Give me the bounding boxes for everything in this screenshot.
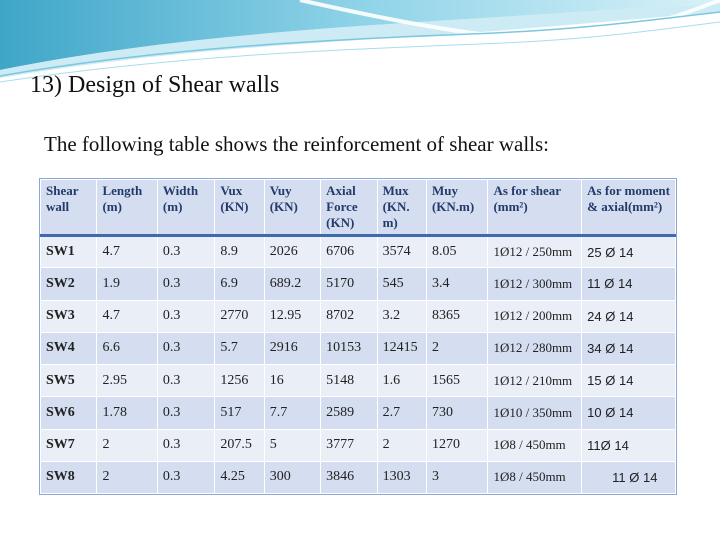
cell-vuy: 12.95	[264, 300, 320, 332]
table-row	[41, 429, 676, 461]
cell-vux: 207.5	[215, 429, 264, 461]
cell-mux: 3.2	[377, 300, 426, 332]
cell-vux: 517	[215, 397, 264, 429]
cell-vux: 4.25	[215, 461, 264, 493]
cell-length: 4.7	[97, 236, 157, 268]
header-muy: Muy (KN.m)	[426, 180, 487, 236]
cell-muy: 3.4	[426, 268, 487, 300]
cell-width: 0.3	[157, 236, 214, 268]
cell-axial-force: 10153	[321, 332, 377, 364]
cell-length: 1.78	[97, 397, 157, 429]
cell-muy: 730	[426, 397, 487, 429]
cell-as-shear: 1Ø12 / 210mm	[488, 365, 582, 397]
header-mux: Mux (KN. m)	[377, 180, 426, 236]
cell-muy: 1565	[426, 365, 487, 397]
cell-length: 1.9	[97, 268, 157, 300]
table-row	[41, 300, 676, 332]
cell-muy: 3	[426, 461, 487, 493]
cell-width: 0.3	[157, 461, 214, 493]
cell-muy: 1270	[426, 429, 487, 461]
cell-mux: 545	[377, 268, 426, 300]
cell-vux: 1256	[215, 365, 264, 397]
cell-vuy: 16	[264, 365, 320, 397]
header-vuy: Vuy (KN)	[264, 180, 320, 236]
cell-vux: 5.7	[215, 332, 264, 364]
cell-mux: 3574	[377, 236, 426, 268]
table-row	[41, 365, 676, 397]
cell-as-shear: 1Ø12 / 300mm	[488, 268, 582, 300]
cell-shear-wall: SW1	[41, 236, 97, 268]
cell-as-moment-axial: 11 Ø 14	[582, 268, 676, 300]
header-as-shear: As for shear (mm²)	[488, 180, 582, 236]
cell-vuy: 300	[264, 461, 320, 493]
cell-axial-force: 3846	[321, 461, 377, 493]
cell-width: 0.3	[157, 332, 214, 364]
table-row	[41, 332, 676, 364]
header-vux: Vux (KN)	[215, 180, 264, 236]
cell-as-moment-axial: 24 Ø 14	[582, 300, 676, 332]
cell-as-shear: 1Ø12 / 200mm	[488, 300, 582, 332]
cell-muy: 8.05	[426, 236, 487, 268]
cell-width: 0.3	[157, 397, 214, 429]
cell-vux: 8.9	[215, 236, 264, 268]
cell-width: 0.3	[157, 365, 214, 397]
cell-as-moment-axial: 15 Ø 14	[582, 365, 676, 397]
cell-mux: 1.6	[377, 365, 426, 397]
table-row	[41, 268, 676, 300]
intro-text: The following table shows the reinforcement of shear walls:	[44, 132, 550, 156]
cell-axial-force: 6706	[321, 236, 377, 268]
cell-as-shear: 1Ø8 / 450mm	[488, 461, 582, 493]
cell-shear-wall: SW7	[41, 429, 97, 461]
cell-vux: 6.9	[215, 268, 264, 300]
cell-axial-force: 8702	[321, 300, 377, 332]
header-length: Length (m)	[97, 180, 157, 236]
cell-length: 2	[97, 461, 157, 493]
cell-length: 2.95	[97, 365, 157, 397]
cell-vux: 2770	[215, 300, 264, 332]
cell-width: 0.3	[157, 268, 214, 300]
cell-vuy: 7.7	[264, 397, 320, 429]
cell-axial-force: 2589	[321, 397, 377, 429]
cell-as-shear: 1Ø12 / 280mm	[488, 332, 582, 364]
cell-shear-wall: SW3	[41, 300, 97, 332]
cell-as-moment-axial: 10 Ø 14	[582, 397, 676, 429]
cell-width: 0.3	[157, 429, 214, 461]
cell-vuy: 2026	[264, 236, 320, 268]
cell-axial-force: 5170	[321, 268, 377, 300]
cell-mux: 2.7	[377, 397, 426, 429]
cell-shear-wall: SW4	[41, 332, 97, 364]
cell-mux: 2	[377, 429, 426, 461]
cell-shear-wall: SW8	[41, 461, 97, 493]
cell-shear-wall: SW2	[41, 268, 97, 300]
table-row	[41, 236, 676, 268]
header-width: Width (m)	[157, 180, 214, 236]
cell-vuy: 5	[264, 429, 320, 461]
cell-as-moment-axial: 34 Ø 14	[582, 332, 676, 364]
cell-as-shear: 1Ø12 / 250mm	[488, 236, 582, 268]
cell-shear-wall: SW6	[41, 397, 97, 429]
cell-vuy: 689.2	[264, 268, 320, 300]
cell-vuy: 2916	[264, 332, 320, 364]
header-shear-wall: Shear wall	[41, 180, 97, 236]
cell-axial-force: 5148	[321, 365, 377, 397]
cell-length: 6.6	[97, 332, 157, 364]
header-as-moment-axial: As for moment & axial(mm²)	[582, 180, 676, 236]
cell-mux: 1303	[377, 461, 426, 493]
cell-as-shear: 1Ø8 / 450mm	[488, 429, 582, 461]
table-row	[41, 461, 676, 493]
header-axial-force: Axial Force (KN)	[321, 180, 377, 236]
shear-wall-table	[39, 178, 677, 495]
cell-length: 4.7	[97, 300, 157, 332]
slide-heading: 13) Design of Shear walls	[30, 72, 280, 98]
cell-mux: 12415	[377, 332, 426, 364]
cell-as-moment-axial: 11Ø 14	[582, 429, 676, 461]
cell-axial-force: 3777	[321, 429, 377, 461]
cell-as-moment-axial: 25 Ø 14	[582, 236, 676, 268]
table-header-row	[41, 180, 676, 236]
cell-width: 0.3	[157, 300, 214, 332]
cell-shear-wall: SW5	[41, 365, 97, 397]
table-row	[41, 397, 676, 429]
cell-muy: 8365	[426, 300, 487, 332]
cell-length: 2	[97, 429, 157, 461]
cell-as-shear: 1Ø10 / 350mm	[488, 397, 582, 429]
cell-as-moment-axial: 11 Ø 14	[582, 461, 676, 493]
cell-muy: 2	[426, 332, 487, 364]
